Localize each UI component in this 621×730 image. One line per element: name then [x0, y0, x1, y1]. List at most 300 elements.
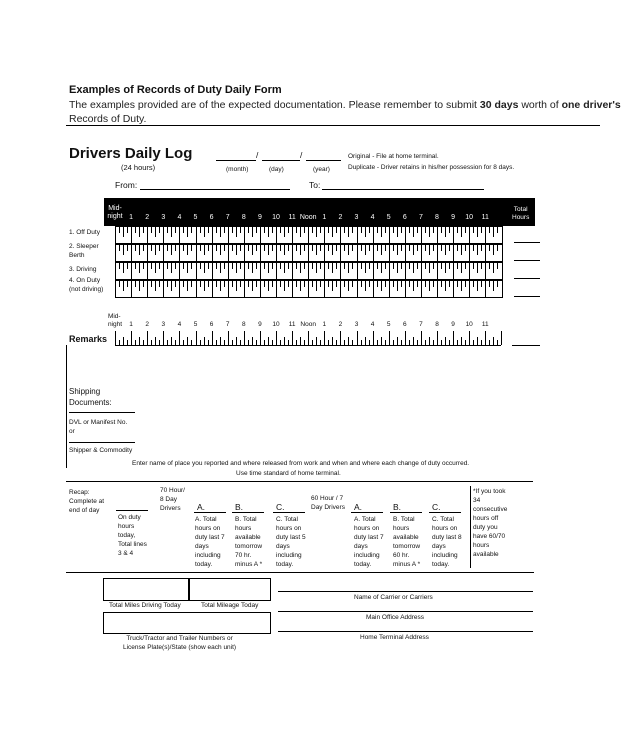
- quarter-tick: [473, 227, 474, 233]
- quarter-tick: [151, 245, 152, 251]
- quarter-tick: [187, 245, 188, 255]
- c-field[interactable]: [273, 512, 305, 513]
- quarter-tick: [171, 337, 172, 345]
- quarter-tick: [385, 263, 386, 269]
- quarter-tick: [264, 245, 265, 251]
- quarter-tick: [397, 263, 398, 273]
- quarter-tick: [123, 263, 124, 273]
- instruction-line-2: Use time standard of home terminal.: [236, 470, 341, 477]
- hour-tick: [453, 244, 454, 261]
- date-slash: /: [300, 150, 303, 160]
- hour-tick: [163, 244, 164, 261]
- quarter-tick: [183, 245, 184, 251]
- quarter-tick: [312, 245, 313, 251]
- quarter-tick: [224, 227, 225, 233]
- quarter-tick: [401, 340, 402, 345]
- hour-tick: [244, 280, 245, 297]
- quarter-tick: [284, 281, 285, 291]
- quarter-tick: [208, 227, 209, 233]
- hour-tick: [485, 226, 486, 243]
- quarter-tick: [417, 340, 418, 345]
- hour-tick: [196, 226, 197, 243]
- quarter-tick: [204, 263, 205, 273]
- hours-note: (24 hours): [121, 163, 156, 172]
- c-label: C.: [276, 502, 285, 512]
- quarter-tick: [155, 245, 156, 255]
- footnote-text: *If you took 34 consecutive hours off duty you have 60/70 hours available: [473, 488, 508, 558]
- hour-tick: [357, 280, 358, 297]
- hour-label: 9: [258, 321, 262, 328]
- c2-label: C.: [432, 502, 441, 512]
- quarter-tick: [127, 340, 128, 345]
- hour-tick: [308, 244, 309, 261]
- quarter-tick: [361, 281, 362, 287]
- hour-tick: [453, 280, 454, 297]
- quarter-tick: [365, 245, 366, 255]
- quarter-tick: [465, 281, 466, 287]
- hour-tick: [276, 280, 277, 297]
- recap-divider: [470, 486, 471, 568]
- hour-tick: [244, 331, 245, 345]
- quarter-tick: [240, 340, 241, 345]
- quarter-tick: [425, 227, 426, 233]
- hour-tick: [437, 262, 438, 279]
- quarter-tick: [409, 281, 410, 287]
- quarter-tick: [119, 281, 120, 287]
- form-title: Examples of Records of Duty Daily Form: [69, 84, 282, 96]
- quarter-tick: [332, 337, 333, 345]
- quarter-tick: [171, 227, 172, 237]
- hour-tick: [163, 331, 164, 345]
- quarter-tick: [264, 281, 265, 287]
- hour-label: 8: [435, 214, 439, 221]
- to-field[interactable]: [322, 189, 484, 190]
- quarter-tick: [489, 227, 490, 233]
- hour-tick: [260, 262, 261, 279]
- hour-tick: [228, 226, 229, 243]
- hour-tick: [196, 331, 197, 345]
- quarter-tick: [139, 337, 140, 345]
- quarter-tick: [433, 281, 434, 287]
- hour-label: 3: [161, 321, 166, 328]
- quarter-tick: [445, 337, 446, 345]
- quarter-tick: [232, 340, 233, 345]
- hour-label: 2: [338, 321, 343, 328]
- hour-label: 9: [451, 321, 455, 328]
- quarter-tick: [143, 227, 144, 233]
- hour-tick: [228, 331, 229, 345]
- quarter-tick: [320, 227, 321, 233]
- quarter-tick: [288, 245, 289, 251]
- c-text: C. Total hours on duty last 5 days including today.: [276, 516, 306, 568]
- quarter-tick: [135, 227, 136, 233]
- quarter-tick: [268, 263, 269, 273]
- quarter-tick: [320, 263, 321, 269]
- hour-label: 7: [418, 214, 423, 221]
- quarter-tick: [336, 340, 337, 345]
- quarter-tick: [473, 281, 474, 287]
- quarter-tick: [127, 263, 128, 269]
- quarter-tick: [381, 263, 382, 273]
- total-hours-label: [512, 206, 529, 222]
- a2-label: A.: [354, 502, 363, 512]
- quarter-tick: [473, 263, 474, 269]
- quarter-tick: [284, 337, 285, 345]
- quarter-tick: [352, 227, 353, 233]
- hour-tick: [276, 262, 277, 279]
- intro-text-part: The examples provided are of the expected documentation. Please remember to submit: [69, 99, 480, 111]
- quarter-tick: [240, 281, 241, 287]
- hour-tick: [421, 262, 422, 279]
- hour-tick: [469, 226, 470, 243]
- hour-tick: [163, 226, 164, 243]
- quarter-tick: [401, 227, 402, 233]
- quarter-tick: [304, 227, 305, 233]
- hour-tick: [340, 280, 341, 297]
- quarter-tick: [320, 340, 321, 345]
- intro-line-2: Records of Duty.: [69, 113, 147, 125]
- hour-tick: [453, 331, 454, 345]
- quarter-tick: [433, 227, 434, 233]
- bottom-divider: [66, 572, 534, 573]
- quarter-tick: [232, 281, 233, 287]
- quarter-tick: [385, 281, 386, 287]
- quarter-tick: [151, 227, 152, 233]
- on-duty-field[interactable]: [116, 510, 148, 511]
- hour-tick: [405, 226, 406, 243]
- quarter-tick: [417, 263, 418, 269]
- hour-tick: [147, 226, 148, 243]
- b2-text: B. Total hours available tomorrow 60 hr. minus A *: [393, 516, 421, 568]
- quarter-tick: [240, 263, 241, 269]
- total-top: Total: [513, 206, 528, 213]
- quarter-tick: [220, 245, 221, 255]
- quarter-tick: [332, 263, 333, 273]
- b2-field[interactable]: [390, 512, 422, 513]
- hour-tick: [389, 244, 390, 261]
- intro-bold-driver: one driver's: [561, 99, 621, 111]
- quarter-tick: [433, 263, 434, 269]
- quarter-tick: [489, 281, 490, 287]
- quarter-tick: [200, 245, 201, 251]
- hour-tick: [501, 331, 502, 345]
- hour-tick: [340, 331, 341, 345]
- hour-tick: [147, 262, 148, 279]
- quarter-tick: [361, 227, 362, 233]
- quarter-tick: [401, 281, 402, 287]
- main-office-field[interactable]: [278, 611, 533, 612]
- total-mileage-box[interactable]: [189, 578, 271, 601]
- quarter-tick: [457, 263, 458, 269]
- quarter-tick: [393, 340, 394, 345]
- hour-tick: [131, 226, 132, 243]
- quarter-tick: [236, 263, 237, 273]
- hour-tick: [405, 280, 406, 297]
- quarter-tick: [135, 281, 136, 287]
- quarter-tick: [493, 227, 494, 237]
- home-terminal-field[interactable]: [278, 631, 533, 632]
- quarter-tick: [344, 245, 345, 251]
- quarter-tick: [167, 227, 168, 233]
- quarter-tick: [417, 281, 418, 287]
- quarter-tick: [328, 245, 329, 251]
- hour-tick: [308, 226, 309, 243]
- from-field[interactable]: [140, 189, 290, 190]
- quarter-tick: [296, 281, 297, 287]
- quarter-tick: [401, 263, 402, 269]
- b-field[interactable]: [232, 512, 264, 513]
- hour-tick: [260, 244, 261, 261]
- quarter-tick: [465, 245, 466, 251]
- quarter-tick: [256, 245, 257, 251]
- quarter-tick: [264, 340, 265, 345]
- quarter-tick: [344, 263, 345, 269]
- quarter-tick: [151, 263, 152, 269]
- hour-tick: [179, 226, 180, 243]
- quarter-tick: [127, 245, 128, 251]
- quarter-tick: [328, 263, 329, 269]
- hour-tick: [421, 331, 422, 345]
- hour-label: 5: [386, 321, 391, 328]
- quarter-tick: [344, 227, 345, 233]
- quarter-tick: [316, 245, 317, 255]
- total-mileage-label: Total Mileage Today: [201, 602, 259, 609]
- quarter-tick: [248, 340, 249, 345]
- year-field[interactable]: [306, 160, 341, 161]
- a2-field[interactable]: [351, 512, 383, 513]
- quarter-tick: [200, 340, 201, 345]
- quarter-tick: [413, 245, 414, 255]
- quarter-tick: [135, 245, 136, 251]
- quarter-tick: [139, 263, 140, 273]
- hour-tick: [357, 331, 358, 345]
- quarter-tick: [143, 263, 144, 269]
- quarter-tick: [224, 263, 225, 269]
- a-label: A.: [197, 502, 206, 512]
- quarter-tick: [369, 281, 370, 287]
- quarter-tick: [369, 340, 370, 345]
- quarter-tick: [191, 227, 192, 233]
- duplicate-note: Duplicate - Driver retains in his/her possession for 8 days.: [348, 164, 515, 171]
- quarter-tick: [256, 340, 257, 345]
- carrier-label: Name of Carrier or Carriers: [354, 594, 433, 601]
- quarter-tick: [127, 227, 128, 233]
- quarter-tick: [348, 245, 349, 255]
- dvl-label: DVL or Manifest No. or: [69, 419, 128, 435]
- hour-tick: [389, 262, 390, 279]
- hour-label: 2: [145, 321, 149, 328]
- c2-text: C. Total hours on duty last 8 days including today.: [432, 516, 462, 568]
- log-title: Drivers Daily Log: [69, 145, 193, 162]
- quarter-tick: [461, 263, 462, 273]
- quarter-tick: [409, 340, 410, 345]
- total-miles-driving-box[interactable]: [103, 578, 189, 601]
- quarter-tick: [296, 340, 297, 345]
- hour-tick: [373, 280, 374, 297]
- quarter-tick: [348, 227, 349, 237]
- quarter-tick: [204, 227, 205, 237]
- quarter-tick: [155, 337, 156, 345]
- quarter-tick: [449, 263, 450, 269]
- recap-text: Recap: Complete at end of day: [69, 489, 105, 514]
- quarter-tick: [429, 245, 430, 255]
- hour-label: 9: [257, 214, 262, 221]
- quarter-tick: [256, 263, 257, 269]
- hour-label: 2: [338, 214, 343, 221]
- hour-label: 5: [193, 214, 198, 221]
- quarter-tick: [304, 281, 305, 287]
- quarter-tick: [397, 337, 398, 345]
- hour-tick: [340, 262, 341, 279]
- quarter-tick: [280, 281, 281, 287]
- quarter-tick: [187, 337, 188, 345]
- hour-label: 11: [481, 214, 489, 221]
- quarter-tick: [232, 263, 233, 269]
- quarter-tick: [296, 227, 297, 233]
- hour-label: 10: [272, 321, 280, 328]
- hour-tick: [405, 331, 406, 345]
- quarter-tick: [143, 281, 144, 287]
- quarter-tick: [449, 227, 450, 233]
- hour-label: 10: [465, 214, 474, 221]
- total-line[interactable]: [514, 296, 540, 297]
- quarter-tick: [397, 245, 398, 255]
- quarter-tick: [461, 227, 462, 237]
- month-label: (month): [226, 166, 249, 173]
- a-text: A. Total hours on duty last 7 days including today.: [195, 516, 225, 568]
- quarter-tick: [191, 263, 192, 269]
- quarter-tick: [171, 245, 172, 255]
- quarter-tick: [280, 340, 281, 345]
- quarter-tick: [429, 227, 430, 237]
- hour-label: Noon: [299, 214, 317, 221]
- midnight-label: Mid- night: [107, 205, 123, 220]
- quarter-tick: [441, 263, 442, 269]
- quarter-tick: [441, 245, 442, 251]
- intro-line-1: [69, 99, 621, 111]
- quarter-tick: [272, 227, 273, 233]
- quarter-tick: [445, 281, 446, 291]
- year-label: (year): [313, 166, 330, 173]
- carrier-field[interactable]: [278, 591, 533, 592]
- total-line[interactable]: [514, 278, 540, 279]
- quarter-tick: [465, 263, 466, 269]
- grid-header-band: [104, 198, 535, 226]
- row-label-on-duty: 4. On Duty (not driving): [69, 277, 104, 293]
- quarter-tick: [328, 340, 329, 345]
- hour-tick: [357, 226, 358, 243]
- quarter-tick: [497, 263, 498, 269]
- quarter-tick: [312, 227, 313, 233]
- total-miles-driving-label: Total Miles Driving Today: [109, 602, 181, 609]
- quarter-tick: [159, 245, 160, 251]
- hour-tick: [324, 226, 325, 243]
- quarter-tick: [365, 263, 366, 273]
- quarter-tick: [344, 281, 345, 287]
- quarter-tick: [381, 245, 382, 255]
- quarter-tick: [352, 340, 353, 345]
- quarter-tick: [425, 263, 426, 269]
- quarter-tick: [449, 245, 450, 251]
- quarter-tick: [284, 227, 285, 237]
- quarter-tick: [167, 245, 168, 251]
- quarter-tick: [365, 227, 366, 237]
- quarter-tick: [369, 263, 370, 269]
- total-line[interactable]: [514, 260, 540, 261]
- quarter-tick: [175, 281, 176, 287]
- quarter-tick: [481, 340, 482, 345]
- quarter-tick: [393, 263, 394, 269]
- seventy-hour-label: 70 Hour/ 8 Day Drivers: [160, 487, 185, 512]
- quarter-tick: [385, 340, 386, 345]
- quarter-tick: [220, 337, 221, 345]
- instruction-line-1: Enter name of place you reported and where released from work and when and where each change of duty occurred.: [132, 460, 470, 467]
- hour-label: 8: [241, 214, 246, 221]
- dvl-field[interactable]: [69, 442, 135, 443]
- hour-tick: [437, 226, 438, 243]
- quarter-tick: [425, 281, 426, 287]
- day-field[interactable]: [262, 160, 300, 161]
- quarter-tick: [481, 263, 482, 269]
- hour-tick: [357, 262, 358, 279]
- quarter-tick: [220, 263, 221, 273]
- quarter-tick: [240, 245, 241, 251]
- quarter-tick: [429, 337, 430, 345]
- quarter-tick: [135, 263, 136, 269]
- hour-label: 10: [465, 321, 473, 328]
- quarter-tick: [457, 340, 458, 345]
- quarter-tick: [216, 263, 217, 269]
- hour-tick: [469, 331, 470, 345]
- quarter-tick: [477, 245, 478, 255]
- a-field[interactable]: [194, 512, 226, 513]
- quarter-tick: [204, 245, 205, 255]
- home-terminal-label: Home Terminal Address: [360, 634, 429, 641]
- hour-label: 11: [481, 321, 489, 328]
- quarter-tick: [232, 227, 233, 233]
- hour-tick: [244, 262, 245, 279]
- c2-field[interactable]: [429, 512, 461, 513]
- month-field[interactable]: [216, 160, 256, 161]
- hour-tick: [292, 331, 293, 345]
- shipping-field[interactable]: [69, 412, 135, 413]
- quarter-tick: [477, 263, 478, 273]
- truck-trailer-box[interactable]: [103, 612, 271, 634]
- hour-tick: [131, 280, 132, 297]
- quarter-tick: [397, 227, 398, 237]
- hour-tick: [308, 280, 309, 297]
- total-line[interactable]: [514, 242, 540, 243]
- row-label-driving: 3. Driving: [69, 266, 97, 273]
- quarter-tick: [417, 227, 418, 233]
- quarter-tick: [465, 340, 466, 345]
- quarter-tick: [208, 281, 209, 287]
- quarter-tick: [425, 245, 426, 251]
- hour-tick: [421, 244, 422, 261]
- quarter-tick: [381, 227, 382, 237]
- quarter-tick: [216, 340, 217, 345]
- total-bottom: Hours: [512, 214, 530, 221]
- quarter-tick: [284, 263, 285, 273]
- quarter-tick: [200, 263, 201, 269]
- hour-tick: [373, 226, 374, 243]
- hour-tick: [308, 262, 309, 279]
- quarter-tick: [216, 281, 217, 287]
- date-slash: /: [256, 150, 259, 160]
- sixty-hour-label: 60 Hour / 7 Day Drivers: [311, 495, 345, 511]
- quarter-tick: [191, 340, 192, 345]
- quarter-tick: [429, 263, 430, 273]
